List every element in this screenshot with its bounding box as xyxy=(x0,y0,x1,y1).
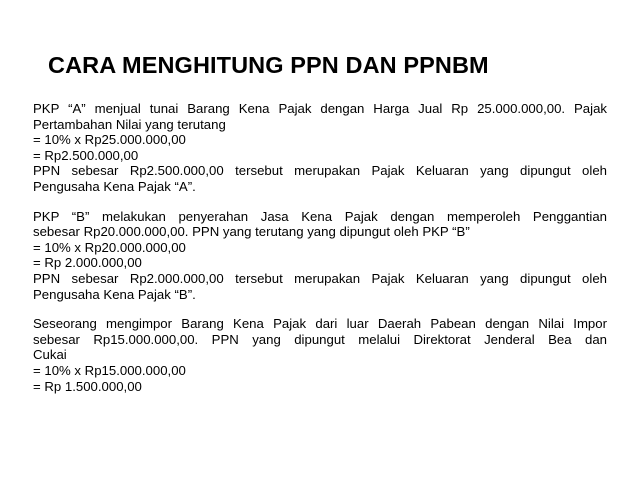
paragraph-line: PPN sebesar Rp2.500.000,00 tersebut merupakan Pajak Keluaran yang dipungut oleh xyxy=(33,163,607,179)
paragraph-line: Pengusaha Kena Pajak “B”. xyxy=(33,286,196,302)
result-line: = Rp2.500.000,00 xyxy=(33,147,139,163)
paragraph-line: Pertambahan Nilai yang terutang xyxy=(33,116,226,132)
formula-line: = 10% x Rp20.000.000,00 xyxy=(33,239,186,255)
paragraph-line: sebesar Rp20.000.000,00. PPN yang terutang yang dipungut oleh PKP “B” xyxy=(33,224,470,240)
slide-title: CARA MENGHITUNG PPN DAN PPNBM xyxy=(48,52,489,78)
section-gap xyxy=(33,302,607,316)
section-gap xyxy=(33,195,607,209)
result-line: = Rp 2.000.000,00 xyxy=(33,255,142,271)
example-pkp-b xyxy=(33,209,607,303)
formula-line: = 10% x Rp25.000.000,00 xyxy=(33,132,186,148)
paragraph-line: sebesar Rp15.000.000,00. PPN yang dipungut melalui Direktorat Jenderal Bea dan xyxy=(33,331,607,347)
result-line: = Rp 1.500.000,00 xyxy=(33,378,142,394)
paragraph-line: Seseorang mengimpor Barang Kena Pajak dari luar Daerah Pabean dengan Nilai Impor xyxy=(33,316,607,332)
paragraph-line: Pengusaha Kena Pajak “A”. xyxy=(33,178,196,194)
paragraph-line: PPN sebesar Rp2.000.000,00 tersebut merupakan Pajak Keluaran yang dipungut oleh xyxy=(33,270,607,286)
slide-body xyxy=(33,101,607,394)
paragraph-line: Cukai xyxy=(33,347,67,363)
paragraph-line: PKP “A” menjual tunai Barang Kena Pajak dengan Harga Jual Rp 25.000.000,00. Pajak xyxy=(33,101,607,116)
formula-line: = 10% x Rp15.000.000,00 xyxy=(33,362,186,378)
example-import xyxy=(33,316,607,394)
example-pkp-a xyxy=(33,101,607,195)
paragraph-line: PKP “B” melakukan penyerahan Jasa Kena Pajak dengan memperoleh Penggantian xyxy=(33,208,607,224)
